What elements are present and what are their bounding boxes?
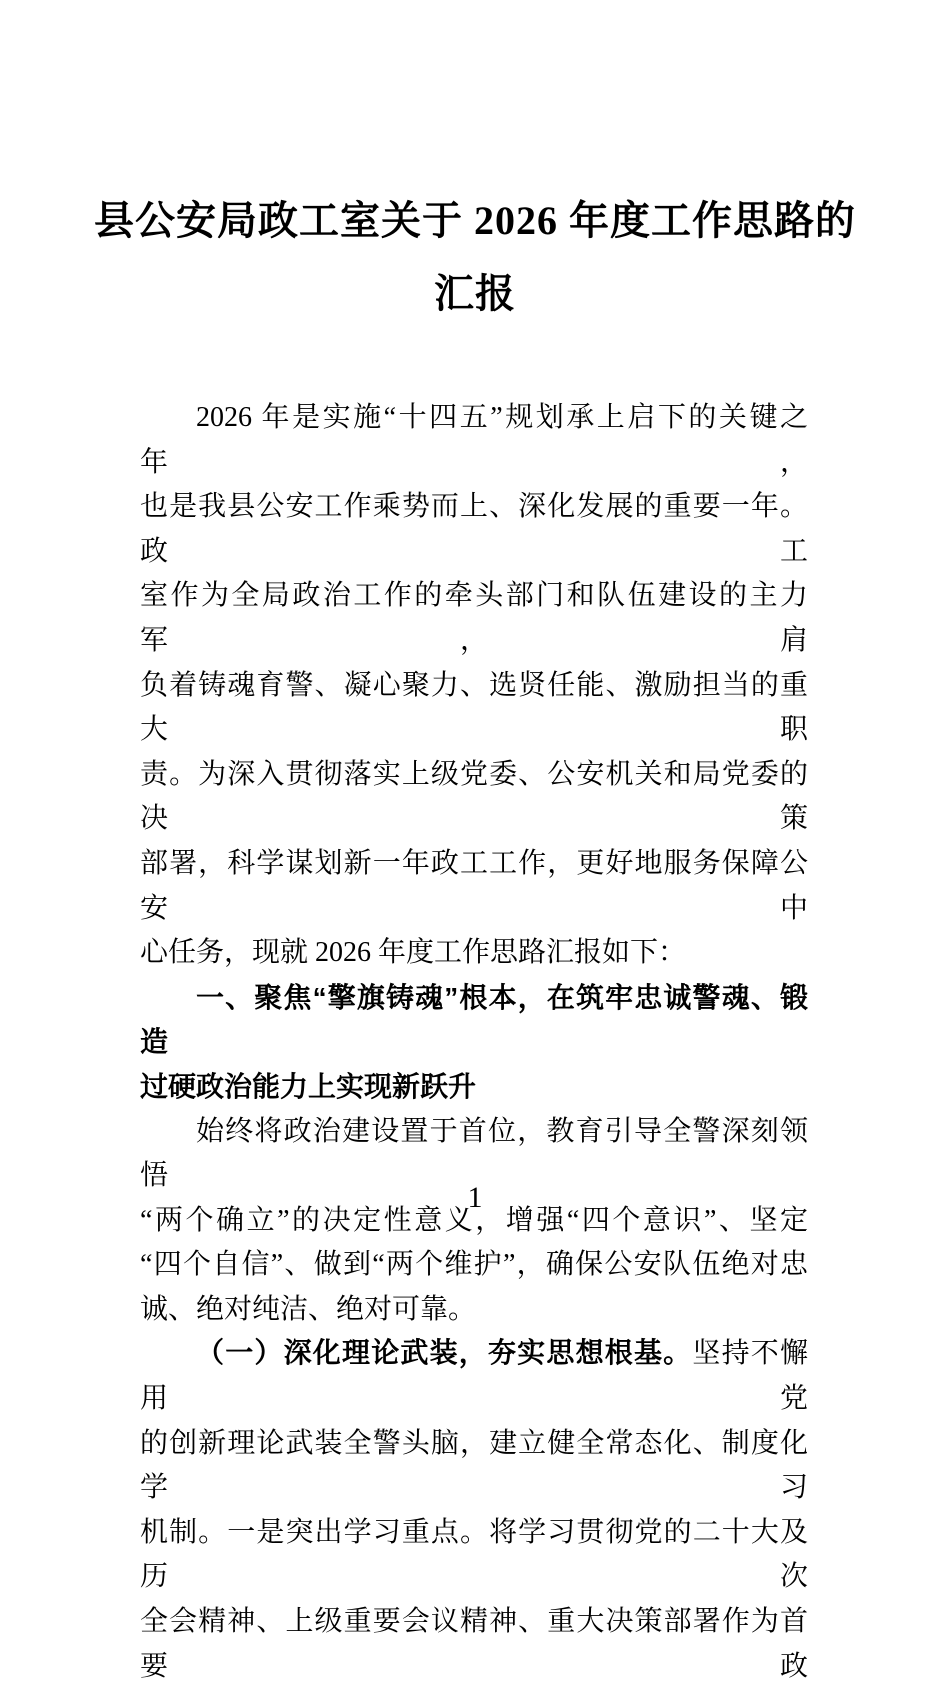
- page-number: 1: [467, 1181, 483, 1214]
- intro-line-2: 也是我县公安工作乘势而上、深化发展的重要一年。政工: [140, 491, 808, 567]
- section-heading-line-1: 一、聚焦“擎旗铸魂”根本，在筑牢忠诚警魂、锻造: [140, 981, 808, 1058]
- p3-subhead: （一）深化理论武装，夯实思想根基。: [196, 1338, 693, 1370]
- p3-line-1: [140, 1332, 808, 1421]
- p2-line-4: 诚、绝对纯洁、绝对可靠。: [140, 1293, 477, 1325]
- section-heading-line-2: 过硬政治能力上实现新跃升: [140, 1070, 477, 1102]
- intro-line-5: 责。为深入贯彻落实上级党委、公安机关和局党委的决策: [140, 758, 808, 835]
- document-body: [140, 396, 808, 1689]
- p3-line-1-rest: 坚持不懈用党: [140, 1338, 808, 1415]
- p3-line-4: 全会精神、上级重要会议精神、重大决策部署作为首要政: [140, 1606, 808, 1682]
- intro-line-1: 2026 年是实施“十四五”规划承上启下的关键之年，: [140, 402, 808, 478]
- p2-line-2: “两个确立”的决定性意义，增强“四个意识”、坚定: [140, 1204, 808, 1236]
- intro-line-7: 心任务，现就 2026 年度工作思路汇报如下：: [140, 937, 687, 969]
- intro-line-6: 部署，科学谋划新一年政工工作，更好地服务保障公安中: [140, 847, 808, 924]
- p2-line-3: “四个自信”、做到“两个维护”，确保公安队伍绝对忠: [140, 1249, 808, 1281]
- p3-line-3: 机制。一是突出学习重点。将学习贯彻党的二十大及历次: [140, 1516, 808, 1593]
- title-line-1: 县公安局政工室关于 2026 年度工作思路的: [94, 198, 856, 243]
- intro-line-4: 负着铸魂育警、凝心聚力、选贤任能、激励担当的重大职: [140, 669, 808, 746]
- document-title: [70, 184, 880, 330]
- p3-line-2: 的创新理论武装全警头脑，建立健全常态化、制度化学习: [140, 1427, 808, 1504]
- p2-line-1: 始终将政治建设置于首位，教育引导全警深刻领悟: [140, 1115, 808, 1192]
- intro-line-3: 室作为全局政治工作的牵头部门和队伍建设的主力军，肩: [140, 580, 808, 656]
- title-line-2: 汇报: [434, 271, 516, 316]
